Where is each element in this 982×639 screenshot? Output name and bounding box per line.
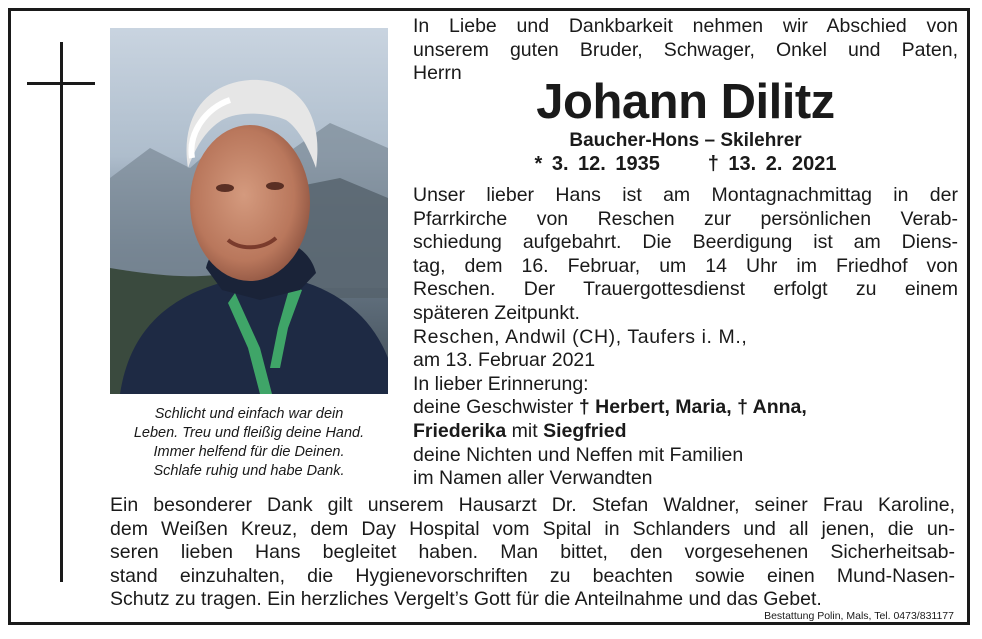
friederika-name: Friederika (413, 419, 507, 442)
body-line: Pfarrkirche von Reschen zur persönlichen Verab- (413, 207, 958, 230)
body-line: schiedung aufgebahrt. Die Beerdigung ist am Diens- (413, 231, 958, 254)
death-date: † 13. 2. 2021 (707, 153, 837, 175)
portrait-photo (110, 28, 388, 394)
memorial-poem (104, 405, 394, 481)
funeral-details (413, 184, 958, 491)
poem-line: Schlicht und einfach war dein (154, 406, 344, 422)
poem-line: Schlafe ruhig und habe Dank. (153, 463, 345, 479)
date-line: am 13. Februar 2021 (413, 349, 596, 372)
thanks-line: Ein besonderer Dank gilt unserem Hausarzt Dr. Stefan Waldner, seiner Frau Karoline, (110, 494, 955, 516)
birth-date: * 3. 12. 1935 (534, 153, 660, 175)
intro-line: unserem guten Bruder, Schwager, Onkel und Paten, (413, 38, 958, 61)
deceased-name: Johann Dilitz (536, 75, 835, 129)
friederika-line (413, 420, 958, 444)
siblings-prefix: deine Geschwister (413, 396, 574, 419)
intro-line: Herrn (413, 62, 462, 85)
nickname-profession: Baucher-Hons – Skilehrer (569, 130, 802, 151)
siblings-line (413, 396, 958, 420)
memory-label: In lieber Erinnerung: (413, 372, 589, 395)
thanks-paragraph (110, 494, 955, 612)
body-line: Reschen. Der Trauergottesdienst erfolgt zu einem (413, 278, 958, 301)
funeral-home-credit: Bestattung Polin, Mals, Tel. 0473/831177 (764, 610, 954, 622)
poem-line: Immer helfend für die Deinen. (153, 444, 345, 460)
poem-line: Leben. Treu und fleißig deine Hand. (133, 425, 365, 441)
body-line: Unser lieber Hans ist am Montagnachmittag in der (413, 184, 958, 206)
thanks-line: stand einzuhalten, die Hygienevorschriften zu beachten sowie einen Mund-Nasen- (110, 564, 955, 587)
nephews-line: deine Nichten und Neffen mit Familien (413, 443, 744, 466)
thanks-line: seren lieben Hans begleitet haben. Man bittet, den vorgesehenen Sicherheitsab- (110, 541, 955, 564)
siblings-names: † Herbert, Maria, † Anna, (578, 396, 807, 419)
thanks-line: dem Weißen Kreuz, dem Day Hospital vom Spital in Schlanders und all jenen, die un- (110, 517, 955, 540)
thanks-line: Schutz zu tragen. Ein herzliches Vergelt’s Gott für die Anteilnahme und das Gebet. (110, 588, 822, 611)
siegfried-name: Siegfried (543, 419, 627, 442)
place-line: Reschen, Andwil (CH), Taufers i. M., (413, 325, 748, 348)
intro-line: In Liebe und Dankbarkeit nehmen wir Abschied von (413, 15, 958, 37)
body-line: späteren Zeitpunkt. (413, 301, 580, 324)
body-line: tag, dem 16. Februar, um 14 Uhr im Friedhof von (413, 254, 958, 277)
mit-word: mit (511, 419, 538, 442)
life-dates (413, 151, 958, 177)
relatives-line: im Namen aller Verwandten (413, 467, 653, 490)
